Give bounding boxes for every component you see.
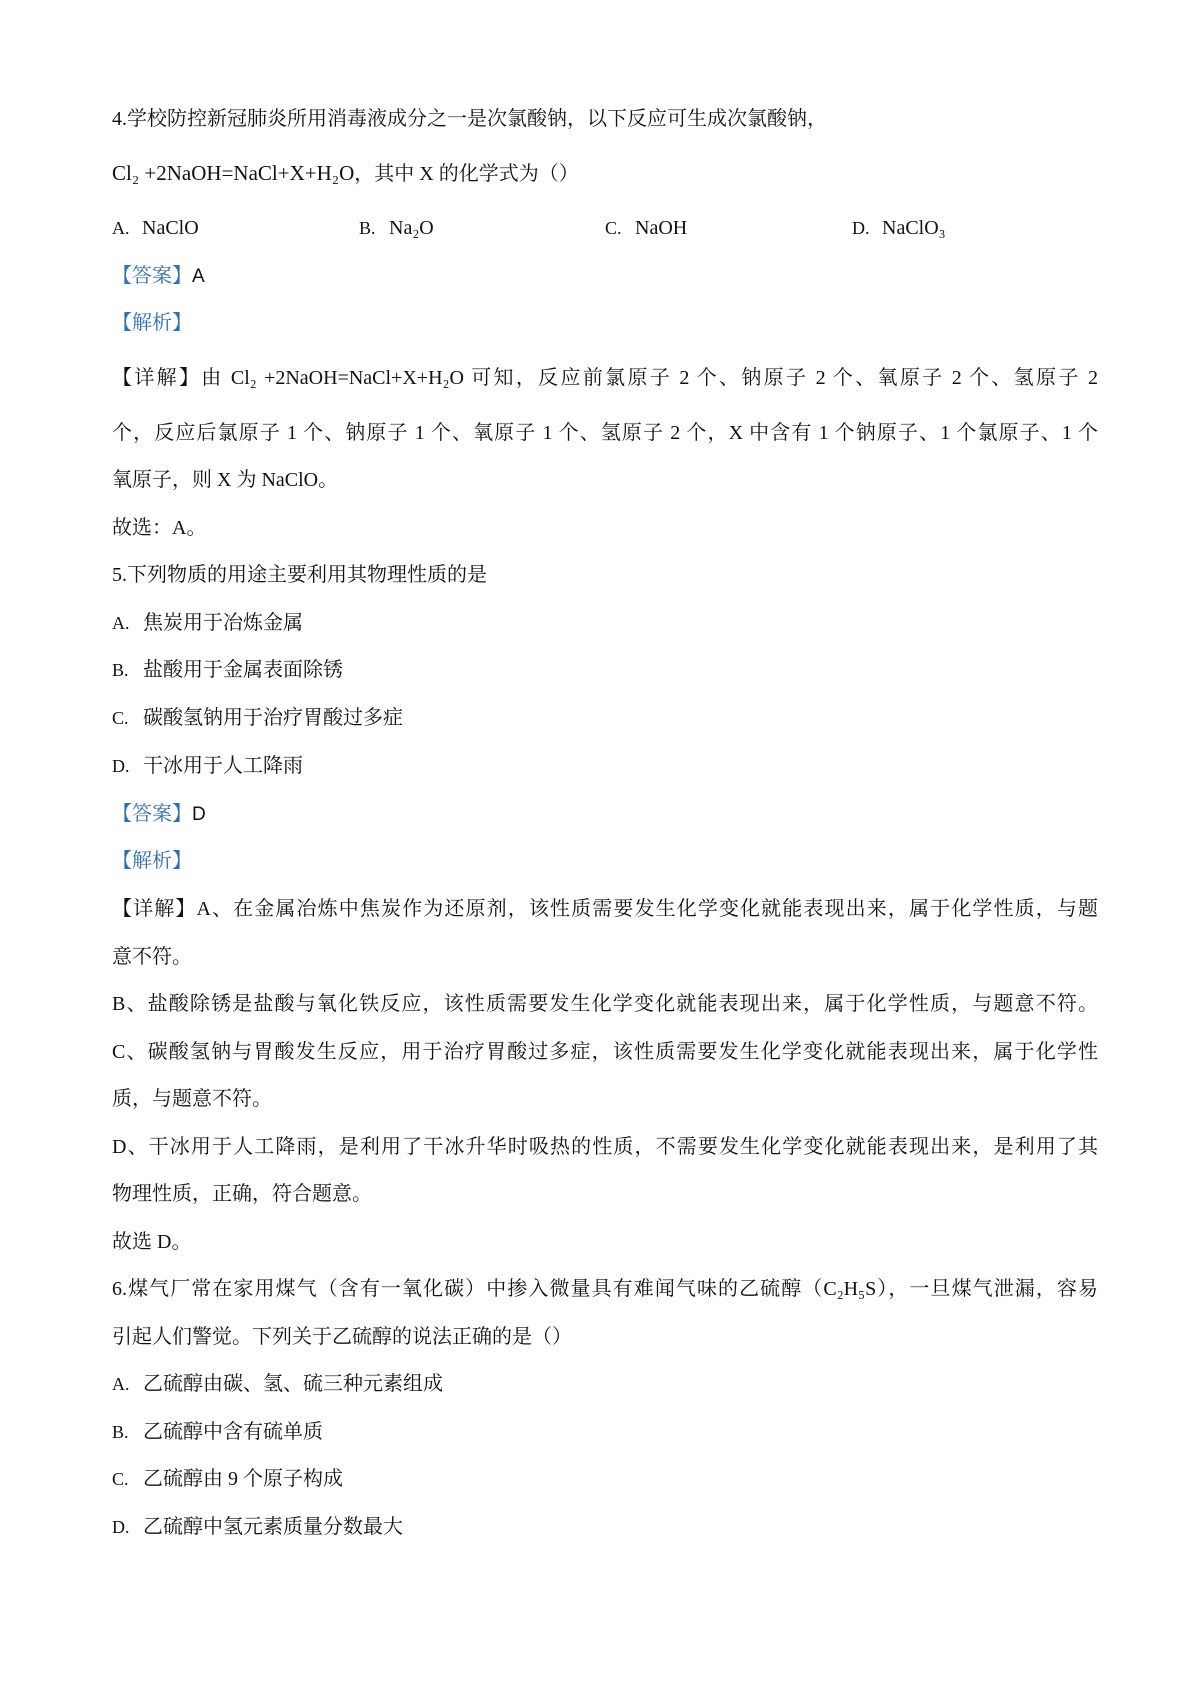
q4-detail-line-3: 氧原子，则 X 为 NaClO。 (112, 469, 339, 491)
q5-detail-line-3: B、盐酸除锈是盐酸与氧化铁反应，该性质需要发生化学变化就能表现出来，属于化学性质，与题意不符。 (112, 993, 1098, 1015)
q6-option-d: D. 乙硫醇中氢元素质量分数最大 (112, 1516, 403, 1538)
q5-answer (112, 799, 1098, 829)
q4-stem-tail: ，其中 X 的化学式为（） (354, 163, 579, 185)
q6-option-b: B. 乙硫醇中含有硫单质 (112, 1421, 323, 1443)
q4-options (112, 213, 1098, 243)
q6-stem-line-1: 6.煤气厂常在家用煤气（含有一氧化碳）中掺入微量具有难闻气味的乙硫醇（C₂H₅S），一旦煤气泄漏，容易 (112, 1278, 1098, 1300)
q5-detail-tag: 【详解】 (112, 898, 197, 920)
q5-stem: 5.下列物质的用途主要利用其物理性质的是 (112, 564, 487, 586)
q4-stem: 4.学校防控新冠肺炎所用消毒液成分之一是次氯酸钠，以下反应可生成次氯酸钠， (112, 108, 827, 130)
q5-detail-line-4: C、碳酸氢钠与胃酸发生反应，用于治疗胃酸过多症，该性质需要发生化学变化就能表现出来，属于化学性 (112, 1041, 1098, 1063)
q4-conclusion: 故选：A。 (112, 517, 207, 539)
q5-option-c: C. 碳酸氢钠用于治疗胃酸过多症 (112, 707, 403, 729)
q5-detail-line-6: D、干冰用于人工降雨，是利用了干冰升华时吸热的性质，不需要发生化学变化就能表现出来，是利用了其 (112, 1136, 1098, 1158)
q4-detail-line-2: 个，反应后氯原子 1 个、钠原子 1 个、氧原子 1 个、氢原子 2 个，X 中含有 1 个钠原子、1 个氯原子、1 个 (112, 422, 1098, 444)
q5-conclusion: 故选 D。 (112, 1231, 192, 1253)
q5-answer-value: D (192, 804, 206, 825)
q5-detail-line-7: 物理性质，正确，符合题意。 (112, 1183, 372, 1205)
q6-option-c: C. 乙硫醇由 9 个原子构成 (112, 1468, 343, 1490)
q4-option-c: C. NaOH (605, 217, 688, 239)
q4-answer-value: A (192, 266, 205, 287)
q4-answer (112, 261, 1098, 291)
q4-answer-tag: 【答案】 (112, 265, 192, 287)
q5-analysis-tag: 【解析】 (112, 850, 192, 872)
q4-option-d: D. NaClO₃ (852, 217, 946, 239)
q6-stem-line-2: 引起人们警觉。下列关于乙硫醇的说法正确的是（） (112, 1326, 572, 1348)
q5-detail-line-5: 质，与题意不符。 (112, 1088, 272, 1110)
q4-equation: Cl₂ +2NaOH=NaCl+X+H₂O (112, 161, 355, 185)
q5-detail-line-1: 【详解】A、在金属冶炼中焦炭作为还原剂，该性质需要发生化学变化就能表现出来，属于化学性质，与题 (112, 898, 1098, 920)
q4-detail-line-1: 【详解】由 Cl₂ +2NaOH=NaCl+X+H₂O 可知，反应前氯原子 2 个、钠原子 2 个、氧原子 2 个、氢原子 2 (112, 367, 1098, 389)
q5-option-a: A. 焦炭用于冶炼金属 (112, 612, 303, 634)
q4-analysis-tag: 【解析】 (112, 312, 192, 334)
q4-option-a: A. NaClO (112, 217, 199, 239)
q6-option-a: A. 乙硫醇由碳、氢、硫三种元素组成 (112, 1373, 443, 1395)
q5-option-b: B. 盐酸用于金属表面除锈 (112, 659, 343, 681)
q4-detail-tag: 【详解】 (112, 367, 202, 389)
q5-detail-line-2: 意不符。 (112, 946, 192, 968)
q4-option-b: B. Na₂O (359, 217, 434, 239)
q5-answer-tag: 【答案】 (112, 803, 192, 825)
q4-equation-line (112, 158, 1098, 188)
q5-option-d: D. 干冰用于人工降雨 (112, 755, 303, 777)
